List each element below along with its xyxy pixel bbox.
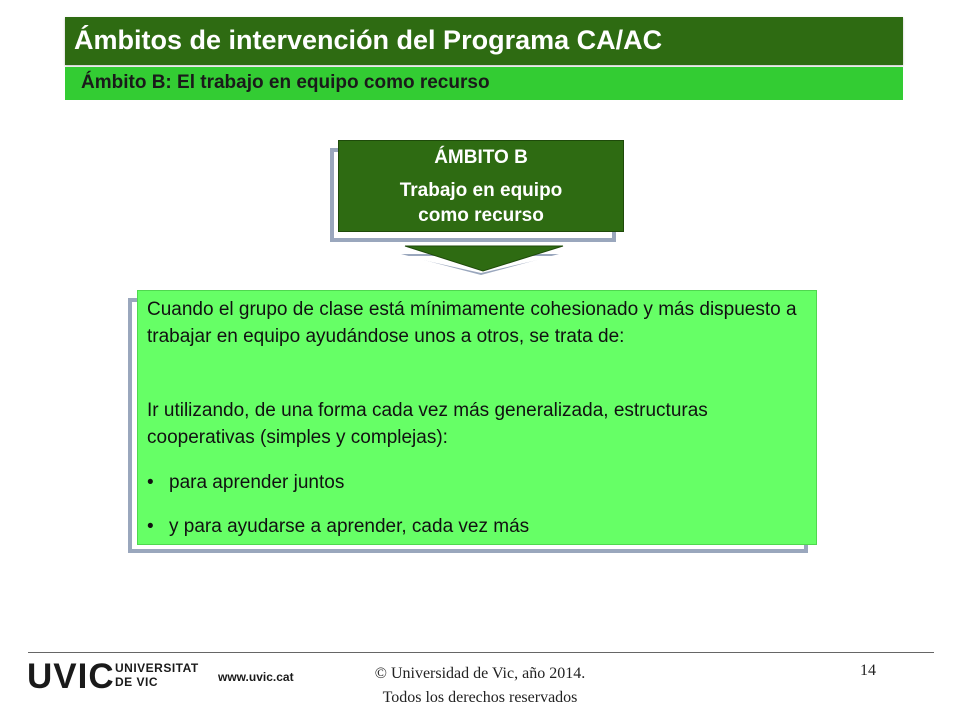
page-number: 14 xyxy=(860,662,876,679)
bullet-text-2: y para ayudarse a aprender, cada vez más xyxy=(169,516,530,537)
bullet-item: • y para ayudarse a aprender, cada vez más xyxy=(147,516,530,537)
copyright-line-2: Todos los derechos reservados xyxy=(382,689,578,706)
logo-text-de-vic: DE VIC xyxy=(115,675,159,689)
slide-subtitle: Ámbito B: El trabajo en equipo como recurso xyxy=(81,72,490,93)
uvic-logo: UVIC xyxy=(27,657,115,696)
content-paragraph-1: Cuando el grupo de clase está mínimamente cohesionado y más dispuesto a trabajar en equipo ayudándose unos a otros, se trata de: xyxy=(147,299,797,347)
logo-text-universitat: UNIVERSITAT xyxy=(115,661,199,675)
copyright-line-1: © Universidad de Vic, año 2014. xyxy=(374,665,586,682)
content-paragraph-2: Ir utilizando, de una forma cada vez más generalizada, estructuras cooperativas (simples y complejas): xyxy=(147,400,708,448)
ambito-title-line2: como recurso xyxy=(418,205,544,226)
ambito-title-line1: Trabajo en equipo xyxy=(399,180,563,201)
website-link[interactable]: www.uvic.cat xyxy=(218,670,294,684)
down-arrow-icon xyxy=(395,244,567,276)
bullet-text-1: para aprender juntos xyxy=(169,472,345,493)
copyright-notice xyxy=(340,662,620,710)
footer-divider xyxy=(28,652,934,653)
bullet-item: • para aprender juntos xyxy=(147,472,345,493)
ambito-label: ÁMBITO B xyxy=(434,147,528,168)
slide-title: Ámbitos de intervención del Programa CA/AC xyxy=(74,25,663,55)
